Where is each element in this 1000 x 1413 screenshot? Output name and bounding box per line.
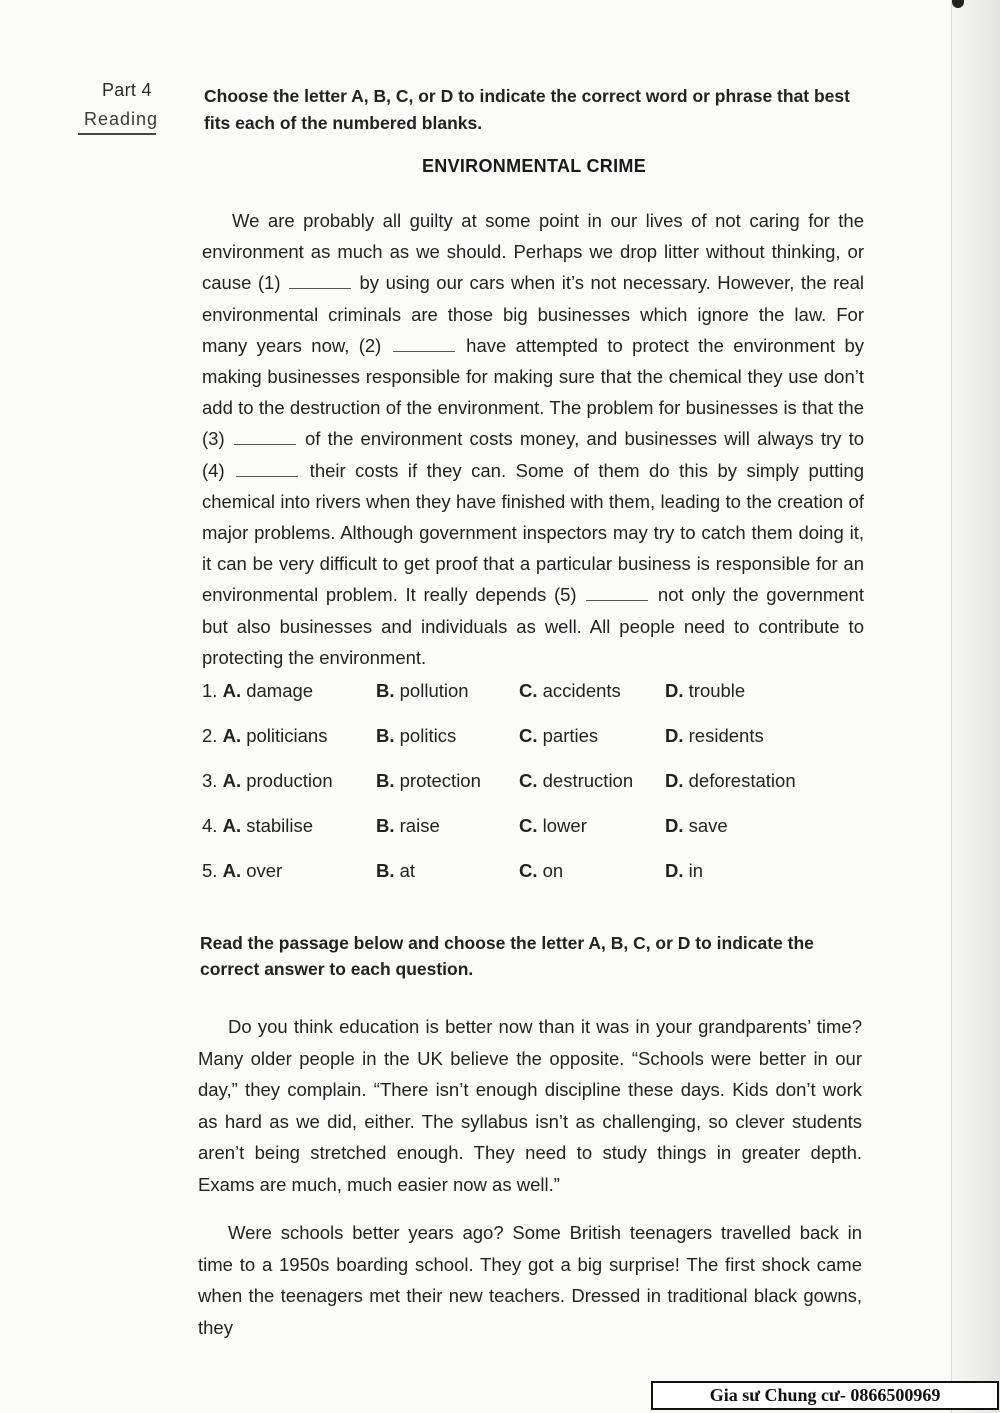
option-d: D. save bbox=[665, 815, 728, 836]
passage-paragraph bbox=[202, 205, 864, 673]
option-b: B. politics bbox=[376, 725, 457, 746]
question-row bbox=[202, 680, 882, 725]
question-row bbox=[202, 860, 882, 905]
option-c: C. destruction bbox=[519, 770, 634, 791]
blank-number: (5) bbox=[553, 584, 577, 606]
side-label bbox=[78, 80, 158, 135]
option-b: B. raise bbox=[376, 815, 440, 836]
option-b: B. pollution bbox=[376, 680, 469, 701]
option-b: B. at bbox=[376, 860, 416, 881]
blank-number: (1) bbox=[257, 272, 281, 294]
blank-number: (3) bbox=[202, 428, 225, 450]
option-c: C. on bbox=[519, 860, 564, 881]
passage bbox=[202, 205, 864, 673]
question-row bbox=[202, 725, 882, 770]
page-edge bbox=[951, 0, 1000, 1413]
option-c: C. lower bbox=[519, 815, 587, 836]
reading-paragraph: Were schools better years ago? Some British teenagers travelled back in time to a 1950s boarding school. They got a big surprise! The first shock came when the teenagers met their new teachers. Dressed in traditional black gowns, they bbox=[198, 1222, 862, 1338]
blank-number: (4) bbox=[202, 459, 225, 481]
blank-line bbox=[586, 586, 648, 601]
option-a: 5. A. over bbox=[202, 860, 283, 881]
option-d: D. deforestation bbox=[665, 770, 796, 791]
instructions: Choose the letter A, B, C, or D to indicate the correct word or phrase that best fits each of the numbered blanks. bbox=[204, 86, 850, 133]
blank-line bbox=[236, 462, 298, 477]
blank-line bbox=[234, 430, 296, 445]
blank-line bbox=[393, 337, 455, 352]
option-d: D. trouble bbox=[665, 680, 746, 701]
footer-contact-box: Gia sư Chung cư- 0866500969 bbox=[651, 1381, 999, 1410]
blank-number: (2) bbox=[358, 334, 382, 356]
question-row bbox=[202, 815, 882, 860]
section-name: Reading bbox=[78, 109, 156, 135]
reading-paragraph: Do you think education is better now than it was in your grandparents’ time? Many older people in the UK believe the opposite. “Schools were better in our day,” they complain. “There isn’t enough discipline these days. Kids don’t work as hard as we did, either. The syllabus isn’t as challenging, so clever students aren’t being stretched enough. They need to study things in greater depth. Exams are much, much easier now as well.” bbox=[198, 1016, 862, 1195]
reading-instructions: Read the passage below and choose the letter A, B, C, or D to indicate the correct answer to each question. bbox=[200, 933, 814, 979]
option-c: C. parties bbox=[519, 725, 599, 746]
option-a: 2. A. politicians bbox=[202, 725, 328, 746]
option-a: 1. A. damage bbox=[202, 680, 314, 701]
option-c: C. accidents bbox=[519, 680, 621, 701]
reading-passage bbox=[198, 1011, 862, 1360]
option-a: 3. A. production bbox=[202, 770, 333, 791]
passage-text: of the environment costs money, and businesses will always try to bbox=[297, 428, 865, 450]
part-number: Part 4 bbox=[102, 80, 152, 100]
option-b: B. protection bbox=[376, 770, 481, 791]
passage-text: have attempted to protect the environment by making businesses responsible for making sure that the chemical they use don’t add to the destruction of the environment. The problem for businesses is that the bbox=[202, 334, 865, 419]
option-d: D. in bbox=[665, 860, 704, 881]
blank-line bbox=[289, 274, 351, 289]
option-d: D. residents bbox=[665, 725, 764, 746]
passage-text: their costs if they can. Some of them do this by simply putting chemical into rivers when they have finished with them, leading to the creation of major problems. Although government inspectors may try to catch them doing it, it can be very difficult to get proof that a particular business is responsible for an environmental problem. It really depends bbox=[202, 459, 865, 606]
option-a: 4. A. stabilise bbox=[202, 815, 314, 836]
question-row bbox=[202, 770, 882, 815]
passage-title: ENVIRONMENTAL CRIME bbox=[421, 156, 647, 176]
answer-options bbox=[202, 680, 882, 905]
passage-text: by using our cars when it’s not necessary. However, the real environmental criminals are those big businesses which ignore the law. For many years now, bbox=[202, 272, 864, 356]
passage-text: We are probably all guilty at some point in our lives of not caring for the environment as much as we should. Perhaps we drop litter without thinking, or cause bbox=[202, 210, 864, 294]
passage-text: not only the government but also businesses and individuals as well. All people need to contribute to protecting the environment. bbox=[202, 584, 864, 668]
